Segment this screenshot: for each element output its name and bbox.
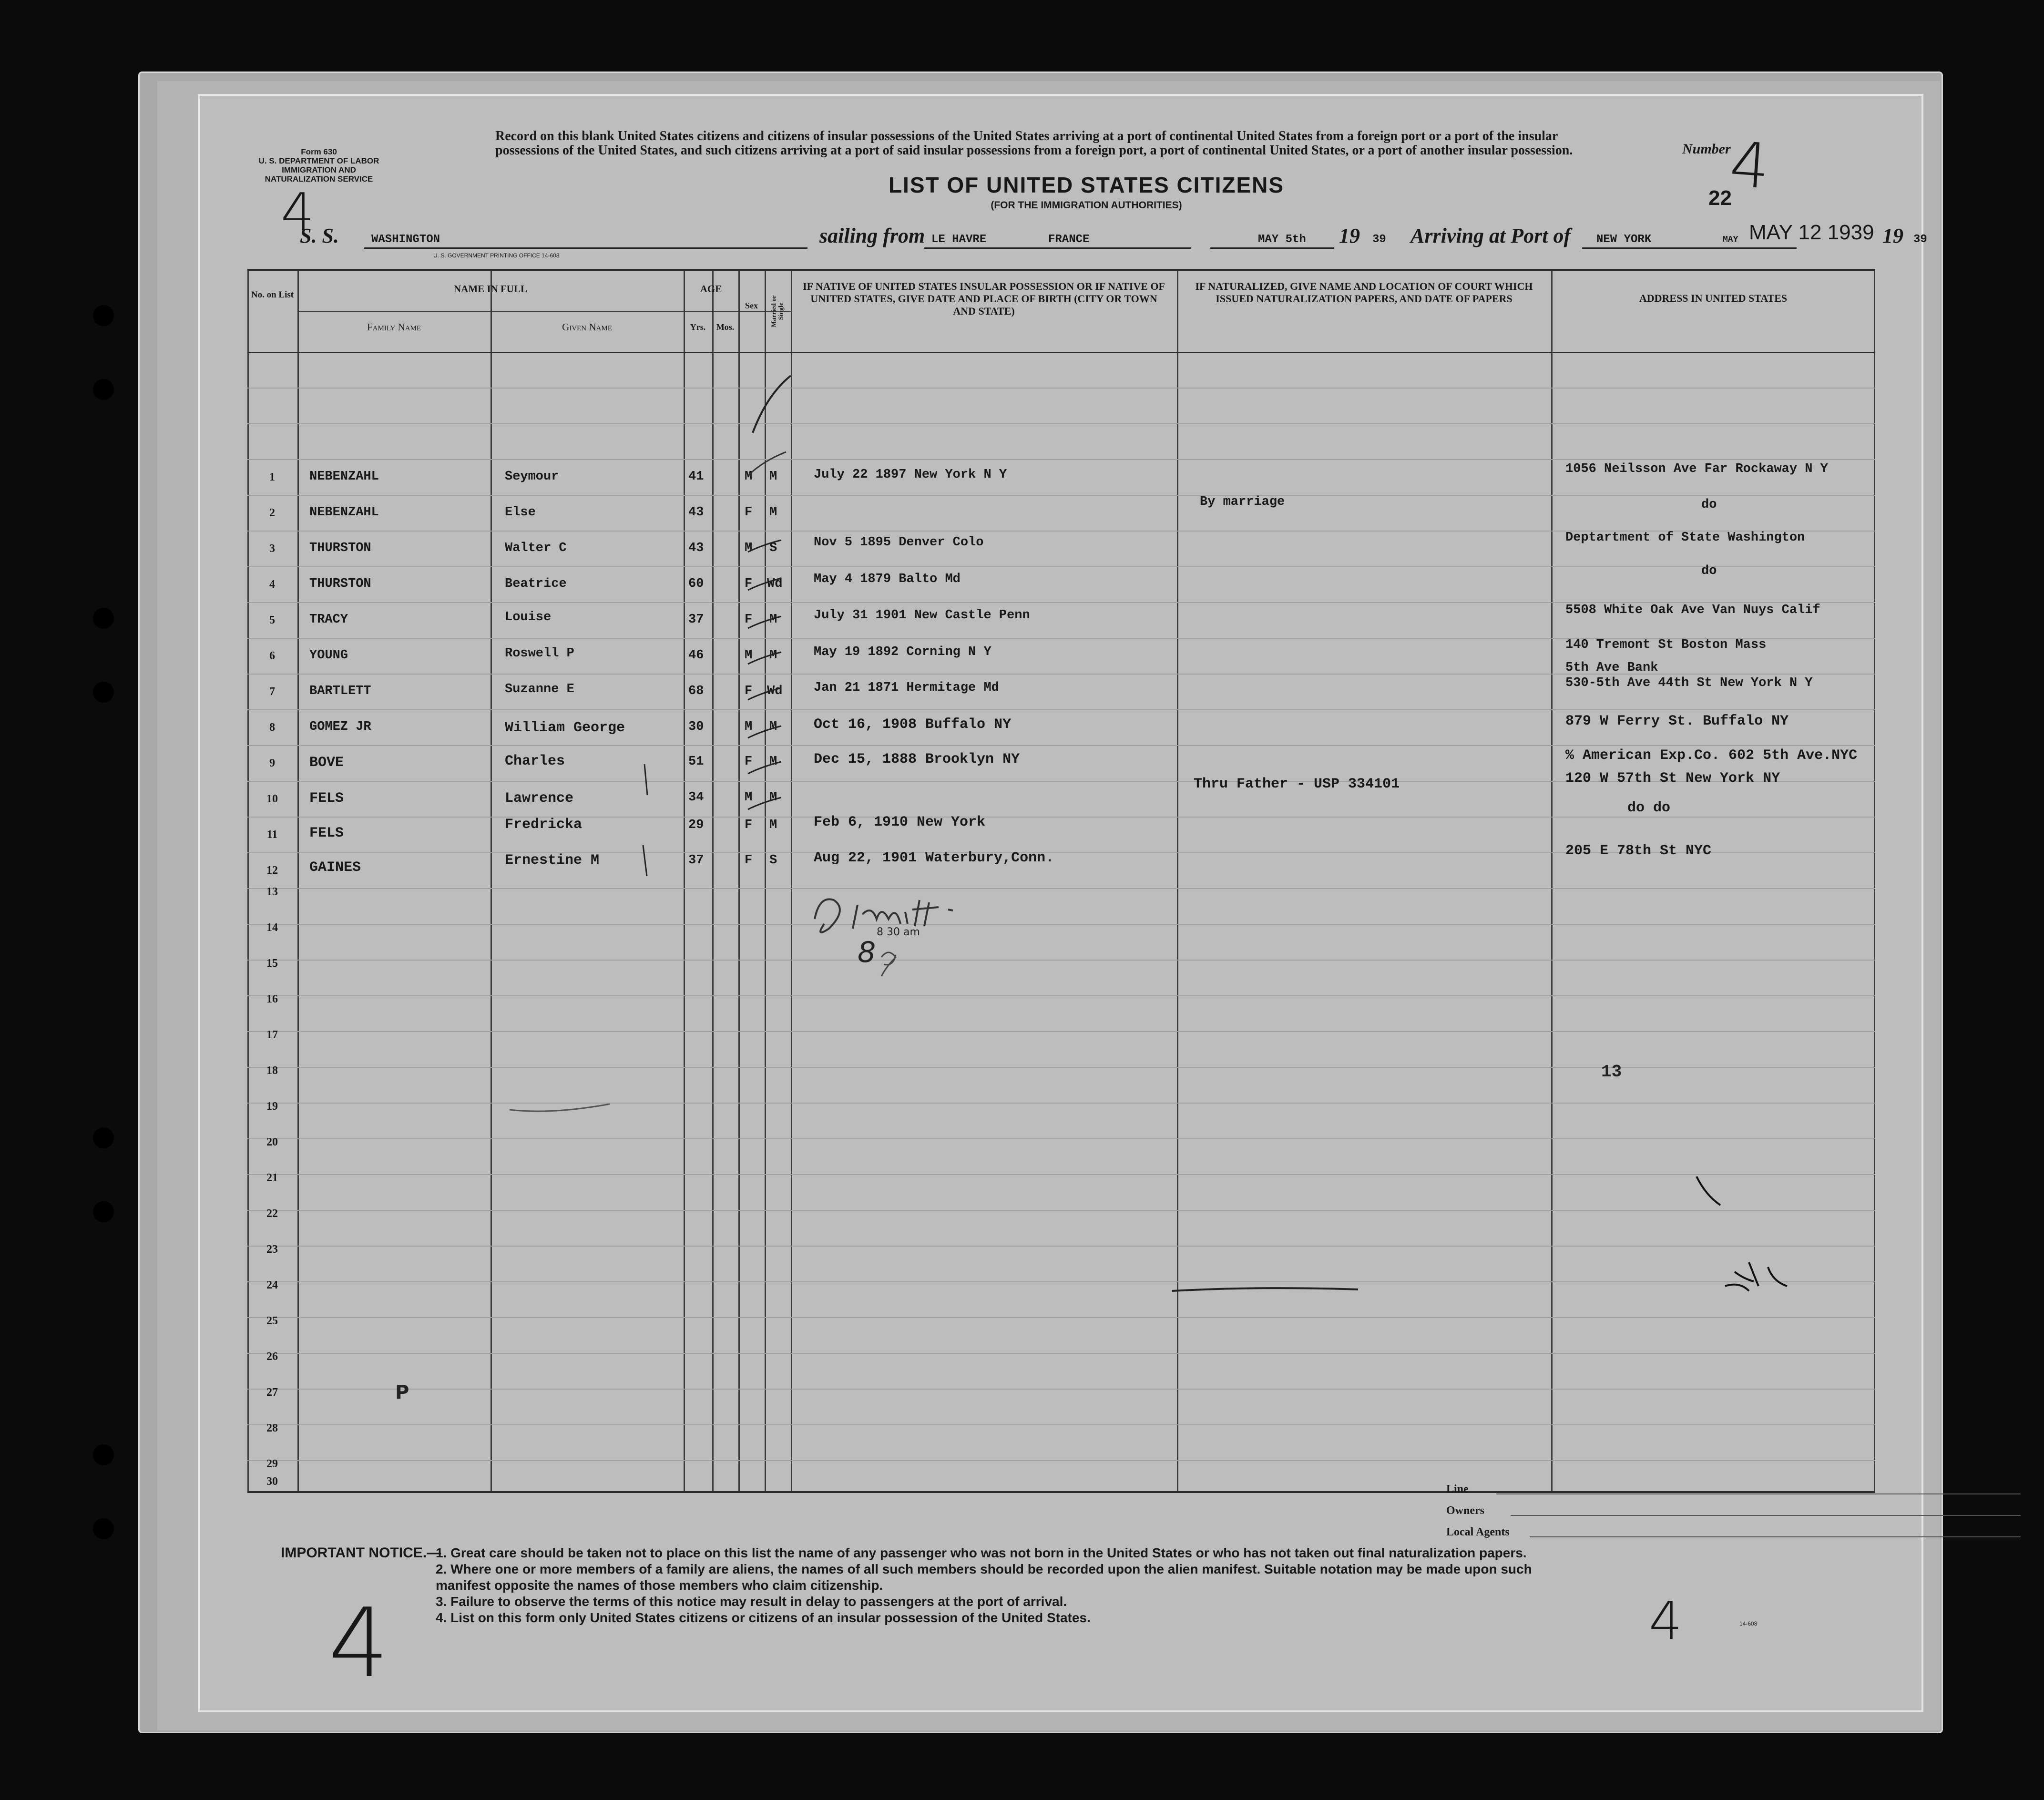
row-rule [247, 1031, 1875, 1032]
arrival-year-suffix: 39 [1913, 233, 1927, 246]
sex: M [745, 720, 753, 734]
family-name: FELS [309, 825, 344, 841]
header-age: AGE [700, 283, 722, 295]
col-divider [684, 271, 685, 1491]
us-address: 140 Tremont St Boston Mass [1565, 638, 1767, 652]
header-rule [297, 311, 791, 312]
marital-status: M [769, 470, 777, 484]
row-rule [247, 1281, 1875, 1282]
row-number: 4 [269, 578, 275, 591]
family-name: THURSTON [309, 541, 371, 555]
age-years: 51 [688, 755, 704, 769]
us-address: 5508 White Oak Ave Van Nuys Calif [1565, 603, 1820, 617]
sex: F [745, 505, 753, 520]
sailing-label: sailing from [819, 224, 925, 247]
age-years: 43 [688, 505, 704, 520]
birth-info: July 22 1897 New York N Y [814, 468, 1007, 482]
header-name-in-full: NAME IN FULL [453, 283, 527, 295]
age-years: 37 [688, 613, 704, 627]
col-divider [712, 271, 714, 1491]
family-name: TRACY [309, 613, 348, 627]
given-name: Lawrence [505, 790, 574, 807]
notice-item-3: 3. Failure to observe the terms of this notice may result in delay to passengers at the port of arrival. [436, 1594, 1067, 1609]
row-number: 2 [269, 507, 275, 519]
row-rule [247, 1138, 1875, 1139]
stray-line [505, 1100, 619, 1119]
given-name: Charles [505, 753, 565, 769]
row-rule [247, 423, 1875, 424]
given-name: Seymour [505, 470, 559, 484]
family-name: NEBENZAHL [309, 505, 379, 520]
row-rule [247, 709, 1875, 710]
printing-office: U. S. GOVERNMENT PRINTING OFFICE 14-608 [433, 252, 560, 259]
row-rule [247, 1210, 1875, 1211]
handwritten-signature [805, 886, 1053, 995]
marital-status: M [769, 720, 777, 734]
age-years: 68 [688, 684, 704, 698]
birth-info: Feb 6, 1910 New York [814, 814, 986, 830]
handwritten-4-top: 4 [281, 182, 314, 243]
birth-info: May 4 1879 Balto Md [814, 572, 961, 586]
us-address: 205 E 78th St NYC [1565, 843, 1712, 859]
given-name: Ernestine M [505, 852, 600, 869]
row-number: 14 [266, 921, 278, 934]
marital-status: S [769, 541, 777, 555]
row-number: 23 [266, 1243, 278, 1256]
row-number: 20 [266, 1136, 278, 1148]
binder-hole [93, 682, 114, 703]
row-number: 9 [269, 757, 275, 769]
notice-item-2-cont: manifest opposite the names of those members who claim citizenship. [436, 1578, 883, 1593]
date-underline [1210, 247, 1334, 249]
family-name: BOVE [309, 755, 344, 771]
arrival-port: NEW YORK [1596, 233, 1652, 246]
header-no-on-list: No. on List [251, 290, 294, 300]
age-years: 37 [688, 853, 704, 868]
col-divider [297, 271, 299, 1491]
row-number: 11 [266, 828, 278, 841]
age-years: 46 [688, 648, 704, 663]
header-sex: Sex [745, 301, 758, 310]
marital-status: M [769, 818, 777, 832]
given-name: Else [505, 505, 536, 520]
row-rule [247, 1353, 1875, 1354]
col-divider [1874, 271, 1875, 1491]
family-name: GAINES [309, 859, 361, 876]
row-number: 1 [269, 471, 275, 483]
p-mark: P [395, 1381, 409, 1403]
page-title: LIST OF UNITED STATES CITIZENS [888, 173, 1285, 197]
us-address: do [1701, 498, 1717, 512]
given-name: Walter C [505, 541, 567, 555]
given-name: Roswell P [505, 646, 574, 661]
print-code: 14-608 [1739, 1620, 1758, 1627]
sex: F [745, 818, 753, 832]
stray-marks [1677, 1167, 1859, 1358]
row-rule [247, 566, 1875, 567]
pencil-tick [641, 762, 655, 800]
age-years: 41 [688, 470, 704, 484]
sheet-number: 22 [1708, 186, 1732, 210]
sex: M [745, 541, 753, 555]
binder-hole [93, 1201, 114, 1222]
header-address: ADDRESS IN UNITED STATES [1639, 292, 1788, 304]
row-number: 18 [266, 1064, 278, 1077]
service-name: IMMIGRATION AND NATURALIZATION SERVICE [265, 165, 373, 184]
marital-status: S [769, 853, 777, 868]
list-number-handwritten: 4 [1727, 128, 1772, 203]
number-label: Number [1682, 141, 1731, 157]
row-number: 7 [269, 685, 275, 698]
binder-hole [93, 305, 114, 326]
sex: M [745, 648, 753, 663]
time-hour: 8 [858, 936, 876, 969]
row-number: 15 [266, 957, 278, 970]
row-rule [247, 995, 1875, 996]
header-bottom-rule [247, 352, 1875, 353]
form-number: Form 630 [301, 147, 337, 156]
row-number: 21 [266, 1172, 278, 1184]
given-name: Louise [505, 610, 552, 624]
row-number: 16 [266, 993, 278, 1005]
row-rule [247, 1246, 1875, 1247]
marital-status: Wd [767, 684, 783, 698]
us-address: 120 W 57th St New York NY [1565, 770, 1780, 787]
given-name: Suzanne E [505, 682, 574, 696]
record-instructions: Record on this blank United States citizens and citizens of insular possessions of the United States arriving at a port of continental United States from a foreign port or a port of the insular possessions of the United States, and such citizens arriving at a port of said insular possessions from a foreign port, a port of continental United States, or a port of another insular possession. [495, 129, 1573, 158]
marital-status: M [769, 613, 777, 627]
year-suffix: 39 [1372, 233, 1386, 246]
arriving-label: Arriving at Port of [1410, 224, 1571, 247]
port-underline [1582, 247, 1797, 249]
owners-label: Owners [1446, 1504, 1484, 1517]
sex: F [745, 853, 753, 868]
family-name: BARTLETT [309, 684, 371, 698]
manifest-page [198, 94, 1927, 1712]
owners-field-rule [1511, 1515, 2021, 1516]
handwritten-4-bottom-right: 4 [1649, 1590, 1682, 1651]
arrival-month: MAY [1723, 235, 1738, 245]
header-given-name: Given Name [562, 321, 612, 333]
from-country: FRANCE [1048, 233, 1090, 246]
binder-hole [93, 1127, 114, 1148]
col-divider [1177, 271, 1178, 1491]
birth-info: Aug 22, 1901 Waterbury,Conn. [814, 850, 1054, 866]
header-family-name: Family Name [367, 321, 421, 333]
tick-marks [743, 538, 791, 871]
row-rule [247, 924, 1875, 925]
naturalization-info: By marriage [1200, 495, 1285, 509]
row-number: 12 [266, 864, 278, 877]
age-years: 60 [688, 577, 704, 591]
given-name: Fredricka [505, 817, 583, 833]
row-rule [247, 1317, 1875, 1318]
sail-date: MAY 5th [1258, 233, 1306, 246]
age-years: 29 [688, 818, 704, 832]
sex: M [745, 470, 753, 484]
us-address: % American Exp.Co. 602 5th Ave.NYC [1565, 747, 1858, 764]
row-number: 26 [266, 1350, 278, 1363]
from-underline [924, 247, 1191, 249]
row-number: 6 [269, 650, 275, 662]
family-name: NEBENZAHL [309, 470, 379, 484]
sex: M [745, 790, 753, 805]
row-number: 27 [266, 1386, 278, 1399]
page-subtitle: (FOR THE IMMIGRATION AUTHORITIES) [991, 200, 1182, 211]
line-field-rule [1496, 1493, 2021, 1494]
row-number: 22 [266, 1207, 278, 1220]
sex: F [745, 684, 753, 698]
row-rule [247, 388, 1875, 389]
header-mos: Mos. [716, 322, 735, 332]
naturalization-info: Thru Father - USP 334101 [1194, 776, 1400, 792]
row-rule [247, 459, 1875, 460]
row-rule [247, 817, 1875, 818]
family-name: GOMEZ JR [309, 720, 371, 734]
marital-status: Wd [767, 577, 783, 591]
row-number: 24 [266, 1279, 278, 1291]
col-divider [1551, 271, 1553, 1491]
col-divider [491, 271, 492, 1491]
row-number: 28 [266, 1422, 278, 1434]
passenger-count: 13 [1601, 1062, 1622, 1082]
agents-field-rule [1530, 1536, 2021, 1537]
given-name: Beatrice [505, 577, 567, 591]
birth-info: July 31 1901 New Castle Penn [814, 608, 1030, 623]
signature-text [855, 895, 857, 896]
birth-info: Oct 16, 1908 Buffalo NY [814, 716, 1012, 733]
row-rule [247, 745, 1875, 746]
row-number: 19 [266, 1100, 278, 1113]
notice-item-4: 4. List on this form only United States citizens or citizens of an insular possession of the United States. [436, 1610, 1091, 1625]
birth-info: May 19 1892 Corning N Y [814, 645, 991, 659]
row-number: 3 [269, 542, 275, 555]
us-address: do [1701, 564, 1717, 578]
notice-item-1: 1. Great care should be taken not to place on this list the name of any passenger who was not born in the United States or who has not taken out final naturalization papers. [436, 1545, 1527, 1560]
binder-hole [93, 608, 114, 629]
marital-status: M [769, 790, 777, 805]
notice-title: IMPORTANT NOTICE.— [281, 1545, 441, 1561]
row-rule [247, 1389, 1875, 1390]
row-rule [247, 960, 1875, 961]
year-prefix: 19 [1339, 224, 1360, 247]
binder-hole [93, 379, 114, 400]
department-name: U. S. DEPARTMENT OF LABOR [258, 156, 379, 165]
header-native-birth: IF NATIVE OF UNITED STATES INSULAR POSSESSION OR IF NATIVE OF UNITED STATES, GIVE DATE AND PLACE OF BIRTH (CITY OR TOWN AND STATE) [803, 280, 1165, 317]
header-married-single: Married or Single [770, 295, 785, 327]
line-label: Line [1446, 1483, 1469, 1495]
us-address: 879 W Ferry St. Buffalo NY [1565, 713, 1789, 729]
birth-info: Nov 5 1895 Denver Colo [814, 535, 984, 550]
row-number: 13 [266, 886, 278, 898]
from-port: LE HAVRE [931, 233, 987, 246]
row-number: 8 [269, 721, 275, 734]
family-name: YOUNG [309, 648, 348, 663]
sex: F [745, 755, 753, 769]
row-rule [247, 1067, 1875, 1068]
row-number: 5 [269, 614, 275, 626]
handwritten-4-bottom-left: 4 [328, 1588, 389, 1699]
arrival-year-prefix: 19 [1882, 224, 1903, 247]
us-address: 1056 Neilsson Ave Far Rockaway N Y [1565, 462, 1828, 476]
row-number: 10 [266, 793, 278, 805]
form-agency-block [247, 147, 390, 184]
notice-item-2: 2. Where one or more members of a family are aliens, the names of all such members should be recorded upon the alien manifest. Suitable notation may be made upon such [436, 1562, 1532, 1576]
us-address-extra: 5th Ave Bank [1565, 661, 1658, 675]
row-rule [247, 888, 1875, 889]
birth-info: Dec 15, 1888 Brooklyn NY [814, 751, 1020, 767]
marital-status: M [769, 648, 777, 663]
family-name: FELS [309, 790, 344, 807]
arrival-stamp: MAY 12 1939 [1749, 221, 1874, 244]
time-annotation: 8 30 am [877, 926, 920, 938]
sex: F [745, 577, 753, 591]
binder-hole [93, 1518, 114, 1539]
row-rule [247, 1103, 1875, 1104]
given-name: William George [505, 720, 625, 736]
family-name: THURSTON [309, 577, 371, 591]
birth-info: Jan 21 1871 Hermitage Md [814, 681, 999, 695]
age-years: 43 [688, 541, 704, 555]
us-address: 530-5th Ave 44th St New York N Y [1565, 676, 1813, 690]
marital-status: M [769, 755, 777, 769]
check-mark-strokes [738, 366, 796, 509]
ship-underline [364, 247, 807, 249]
ship-name: WASHINGTON [371, 233, 440, 246]
sex: F [745, 613, 753, 627]
ss-label: S. S. [300, 224, 339, 247]
us-address: do do [1627, 800, 1671, 816]
binder-hole [93, 1444, 114, 1465]
row-rule [247, 1424, 1875, 1425]
header-naturalized: IF NATURALIZED, GIVE NAME AND LOCATION OF COURT WHICH ISSUED NATURALIZATION PAPERS, AND DATE OF PAPERS [1195, 280, 1533, 305]
col-divider [247, 271, 249, 1491]
header-yrs: Yrs. [690, 322, 706, 332]
row-number: 29 [266, 1458, 278, 1470]
row-number: 25 [266, 1315, 278, 1327]
pencil-tick [638, 843, 653, 881]
age-years: 30 [688, 720, 704, 734]
row-rule [247, 1174, 1875, 1175]
local-agents-label: Local Agents [1446, 1526, 1510, 1538]
passenger-table [247, 269, 1875, 1493]
age-years: 34 [688, 790, 704, 805]
stray-line [1167, 1284, 1368, 1298]
row-number: 30 [266, 1475, 278, 1488]
us-address: Deptartment of State Washington [1565, 531, 1805, 545]
row-number: 17 [266, 1029, 278, 1041]
row-rule [247, 495, 1875, 496]
row-rule [247, 1460, 1875, 1461]
marital-status: M [769, 505, 777, 520]
